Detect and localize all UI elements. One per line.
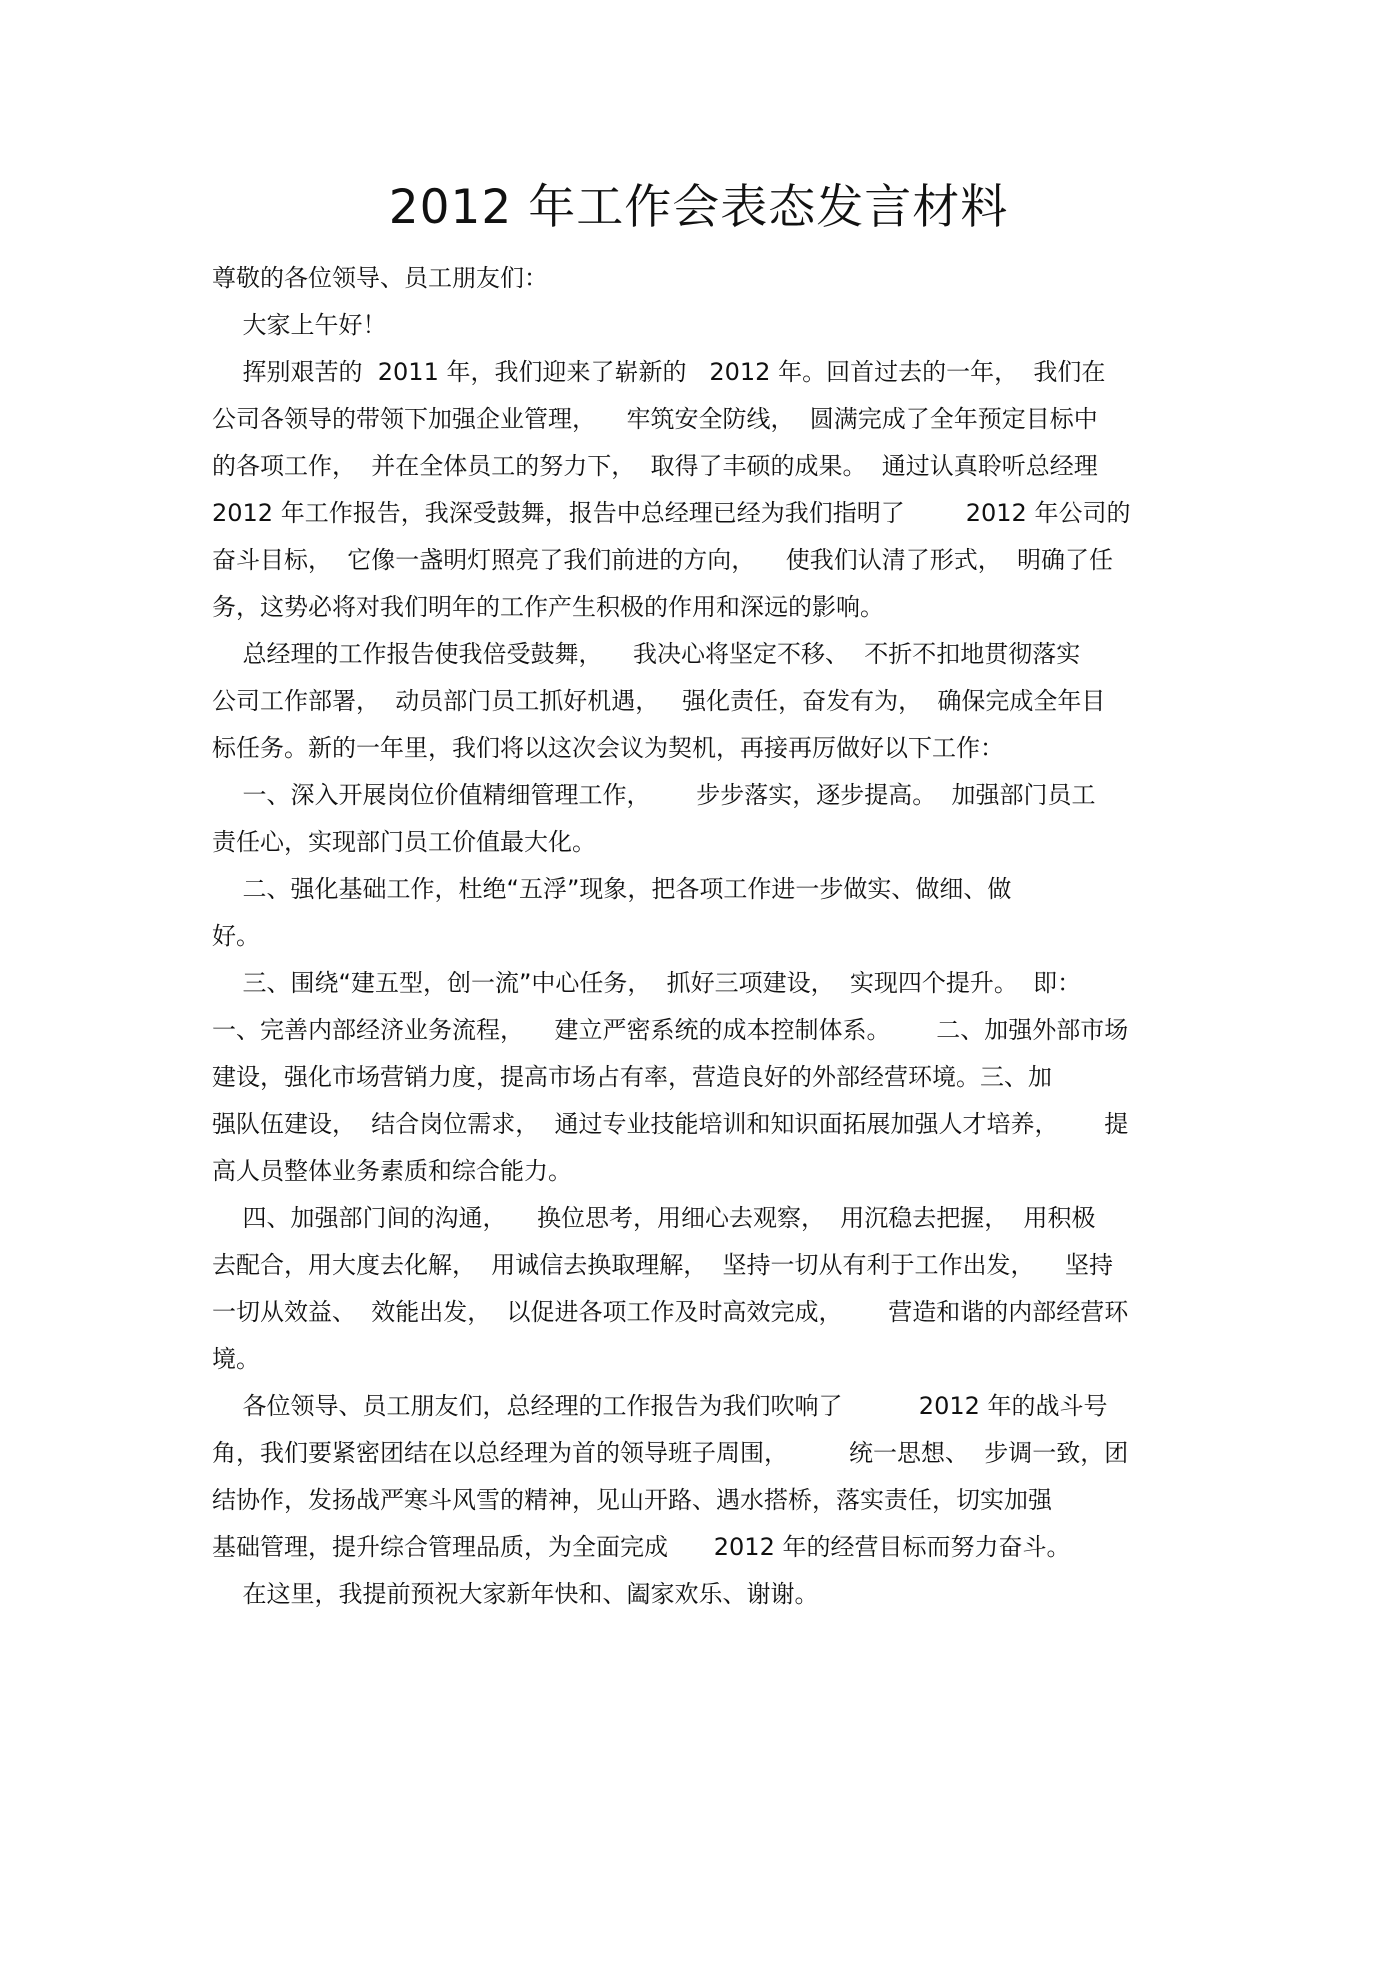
body-line: 奋斗目标， 它像一盏明灯照亮了我们前进的方向， 使我们认清了形式， 明确了任 (212, 546, 1114, 574)
body-line: 各位领导、员工朋友们，总经理的工作报告为我们吹响了 2012 年的战斗号 (212, 1392, 1108, 1420)
body-line: 务，这势必将对我们明年的工作产生积极的作用和深远的影响。 (212, 593, 884, 621)
body-line: 基础管理，提升综合管理品质，为全面完成 2012 年的经营目标而努力奋斗。 (212, 1533, 1071, 1561)
body-line: 的各项工作， 并在全体员工的努力下， 取得了丰硕的成果。 通过认真聆听总经理 (212, 452, 1098, 480)
body-line: 强队伍建设， 结合岗位需求， 通过专业技能培训和知识面拓展加强人才培养， 提 (212, 1110, 1129, 1138)
document-body (212, 255, 1192, 1618)
body-line: 建设，强化市场营销力度，提高市场占有率，营造良好的外部经营环境。三、加 (212, 1063, 1052, 1091)
body-line: 角，我们要紧密团结在以总经理为首的领导班子周围， 统一思想、 步调一致，团 (212, 1439, 1129, 1467)
document-title: 2012 年工作会表态发言材料 (388, 180, 1009, 235)
body-line: 公司工作部署， 动员部门员工抓好机遇， 强化责任，奋发有为， 确保完成全年目 (212, 687, 1106, 715)
body-line: 二、强化基础工作，杜绝“五浮”现象，把各项工作进一步做实、做细、做 (212, 875, 1012, 903)
body-line: 去配合，用大度去化解， 用诚信去换取理解， 坚持一切从有利于工作出发， 坚持 (212, 1251, 1114, 1279)
body-line: 高人员整体业务素质和综合能力。 (212, 1157, 572, 1185)
body-line: 三、围绕“建五型，创一流”中心任务， 抓好三项建设， 实现四个提升。 即： (212, 969, 1082, 997)
body-line: 2012 年工作报告，我深受鼓舞，报告中总经理已经为我们指明了 2012 年公司的 (212, 499, 1131, 527)
body-line: 大家上午好！ (212, 311, 387, 339)
body-line: 境。 (212, 1345, 260, 1373)
body-line: 一、完善内部经济业务流程， 建立严密系统的成本控制体系。 二、加强外部市场 (212, 1016, 1129, 1044)
body-line: 好。 (212, 922, 260, 950)
body-line: 总经理的工作报告使我倍受鼓舞， 我决心将坚定不移、 不折不扣地贯彻落实 (212, 640, 1081, 668)
body-line: 在这里，我提前预祝大家新年快和、阖家欢乐、谢谢。 (212, 1580, 819, 1608)
body-line: 四、加强部门间的沟通， 换位思考，用细心去观察， 用沉稳去把握， 用积极 (212, 1204, 1096, 1232)
body-line: 尊敬的各位领导、员工朋友们： (212, 264, 548, 292)
body-line: 责任心，实现部门员工价值最大化。 (212, 828, 596, 856)
body-line: 一切从效益、 效能出发， 以促进各项工作及时高效完成， 营造和谐的内部经营环 (212, 1298, 1129, 1326)
body-line: 挥别艰苦的 2011 年，我们迎来了崭新的 2012 年。回首过去的一年， 我们在 (212, 358, 1106, 386)
body-line: 结协作，发扬战严寒斗风雪的精神，见山开路、遇水搭桥，落实责任，切实加强 (212, 1486, 1052, 1514)
body-line: 标任务。新的一年里，我们将以这次会议为契机，再接再厉做好以下工作： (212, 734, 1004, 762)
body-line: 一、深入开展岗位价值精细管理工作， 步步落实，逐步提高。 加强部门员工 (212, 781, 1096, 809)
body-line: 公司各领导的带领下加强企业管理， 牢筑安全防线， 圆满完成了全年预定目标中 (212, 405, 1098, 433)
